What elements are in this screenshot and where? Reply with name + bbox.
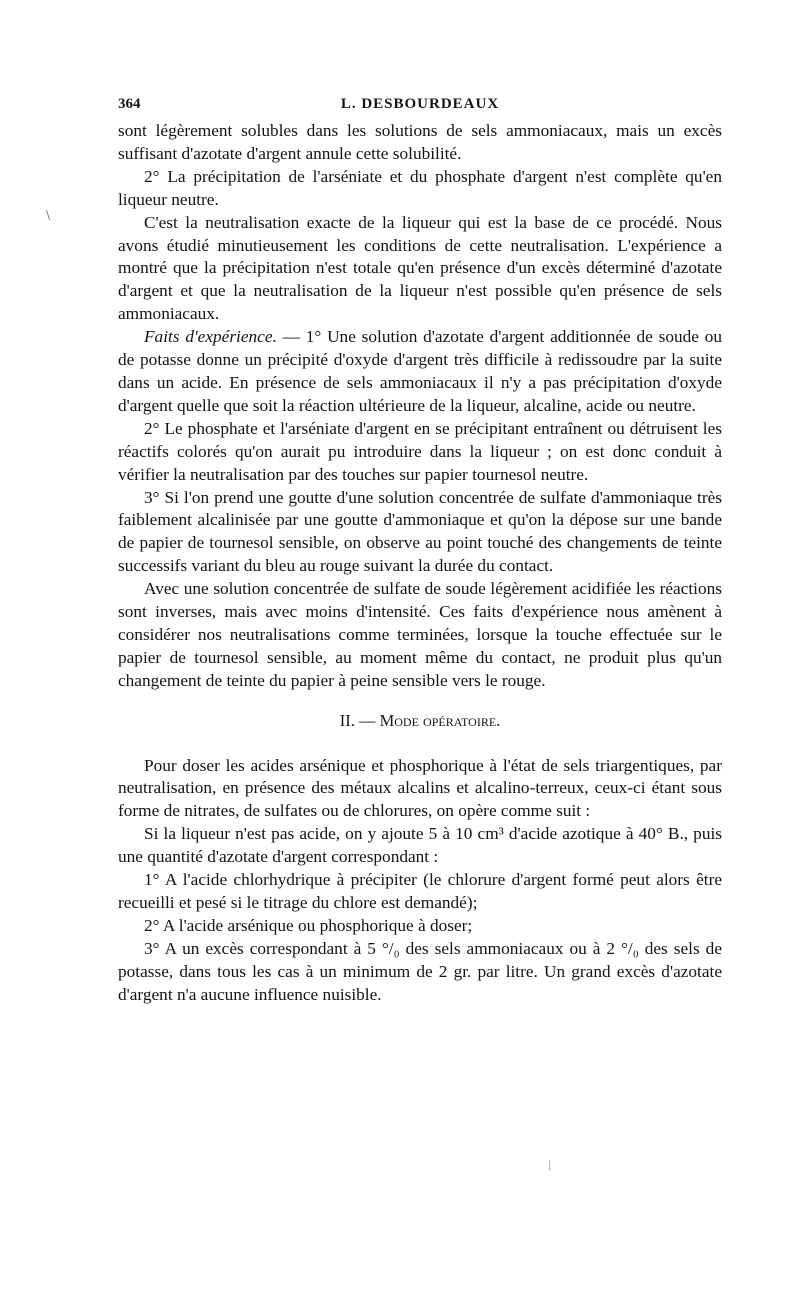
page-body	[118, 120, 722, 1007]
paragraph: 3° A un excès correspondant à 5 °/₀ des sels ammoniacaux ou à 2 °/₀ des sels de potasse, dans tous les cas à un minimum de 2 gr. par litre. Un grand excès d'azotate d'argent n'a aucune influence nuisible.	[118, 938, 722, 1004]
section-number: II. —	[339, 710, 380, 730]
paragraph: 2° A l'acide arsénique ou phosphorique à doser;	[144, 915, 473, 935]
bottom-mark: |	[548, 1160, 552, 1171]
page-number: 364	[118, 96, 141, 112]
paragraph: 2° La précipitation de l'arséniate et du phosphate d'argent n'est complète qu'en liqueur neutre.	[118, 166, 722, 209]
paragraph: Si la liqueur n'est pas acide, on y ajoute 5 à 10 cm³ d'acide azotique à 40° B., puis une quantité d'azotate d'argent correspondant :	[118, 824, 722, 867]
paragraph: Avec une solution concentrée de sulfate de soude légèrement acidifiée les réactions sont inverses, mais avec moins d'intensité. Ces faits d'expérience nous amènent à considérer nos neutralisations comme terminées, lorsque la touche effectuée sur le papier de tournesol sensible, au moment même du contact, ne produit plus qu'un changement de teinte du papier à peine sensible vers le rouge.	[118, 579, 722, 690]
paragraph: C'est la neutralisation exacte de la liqueur qui est la base de ce procédé. Nous avons étudié minutieusement les conditions de cette neutralisation. L'expérience a montré que la précipitation n'est totale qu'en présence d'un excès déterminé d'azotate d'argent et que la neutralisation de la liqueur n'est possible qu'en présence de sels ammoniacaux.	[118, 212, 722, 324]
running-title: L. DESBOURDEAUX	[340, 96, 500, 112]
paragraph: 3° Si l'on prend une goutte d'une solution concentrée de sulfate d'ammoniaque très faiblement alcalinisée par une goutte d'ammoniaque et qu'on la dépose sur une bande de papier de tournesol sensible, on observe au point touché des changements de teinte successifs variant du bleu au rouge suivant la durée du contact.	[118, 487, 722, 576]
section-title: Mode opératoire.	[379, 710, 501, 730]
paragraph: Pour doser les acides arsénique et phosphorique à l'état de sels triargentiques, par neutralisation, en présence des métaux alcalins et alcalino-terreux, ceux-ci étant sous forme de nitrates, de sulfates ou de chlorures, on opère comme suit :	[118, 755, 722, 821]
margin-mark: \	[46, 208, 51, 222]
italic-heading: Faits d'expérience.	[144, 327, 277, 347]
paragraph	[118, 326, 722, 418]
paragraph: sont légèrement solubles dans les solutions de sels ammoniacaux, mais un excès suffisant d'azotate d'argent annule cette solubilité.	[118, 121, 722, 163]
book-page	[118, 96, 722, 1007]
paragraph: 1° A l'acide chlorhydrique à précipiter (le chlorure d'argent formé peut alors être recueilli et pesé si le titrage du chlore est demandé);	[118, 870, 722, 912]
running-header	[118, 96, 722, 120]
paragraph-text: — 1° Une solution d'azotate d'argent additionnée de soude ou de potasse donne un précipité d'oxyde d'argent très difficile à redissoudre par la suite dans un acide. En présence de sels ammoniacaux il n'y a pas précipitation d'oxyde d'argent quelle que soit la réaction ultérieure de la liqueur, alcaline, acide ou neutre.	[118, 327, 723, 415]
paragraph: 2° Le phosphate et l'arséniate d'argent en se précipitant entraînent ou détruisent les réactifs colorés qu'on aurait pu introduire dans la liqueur ; on est donc conduit à vérifier la neutralisation par des touches sur papier tournesol neutre.	[118, 418, 722, 484]
section-heading	[118, 710, 722, 733]
